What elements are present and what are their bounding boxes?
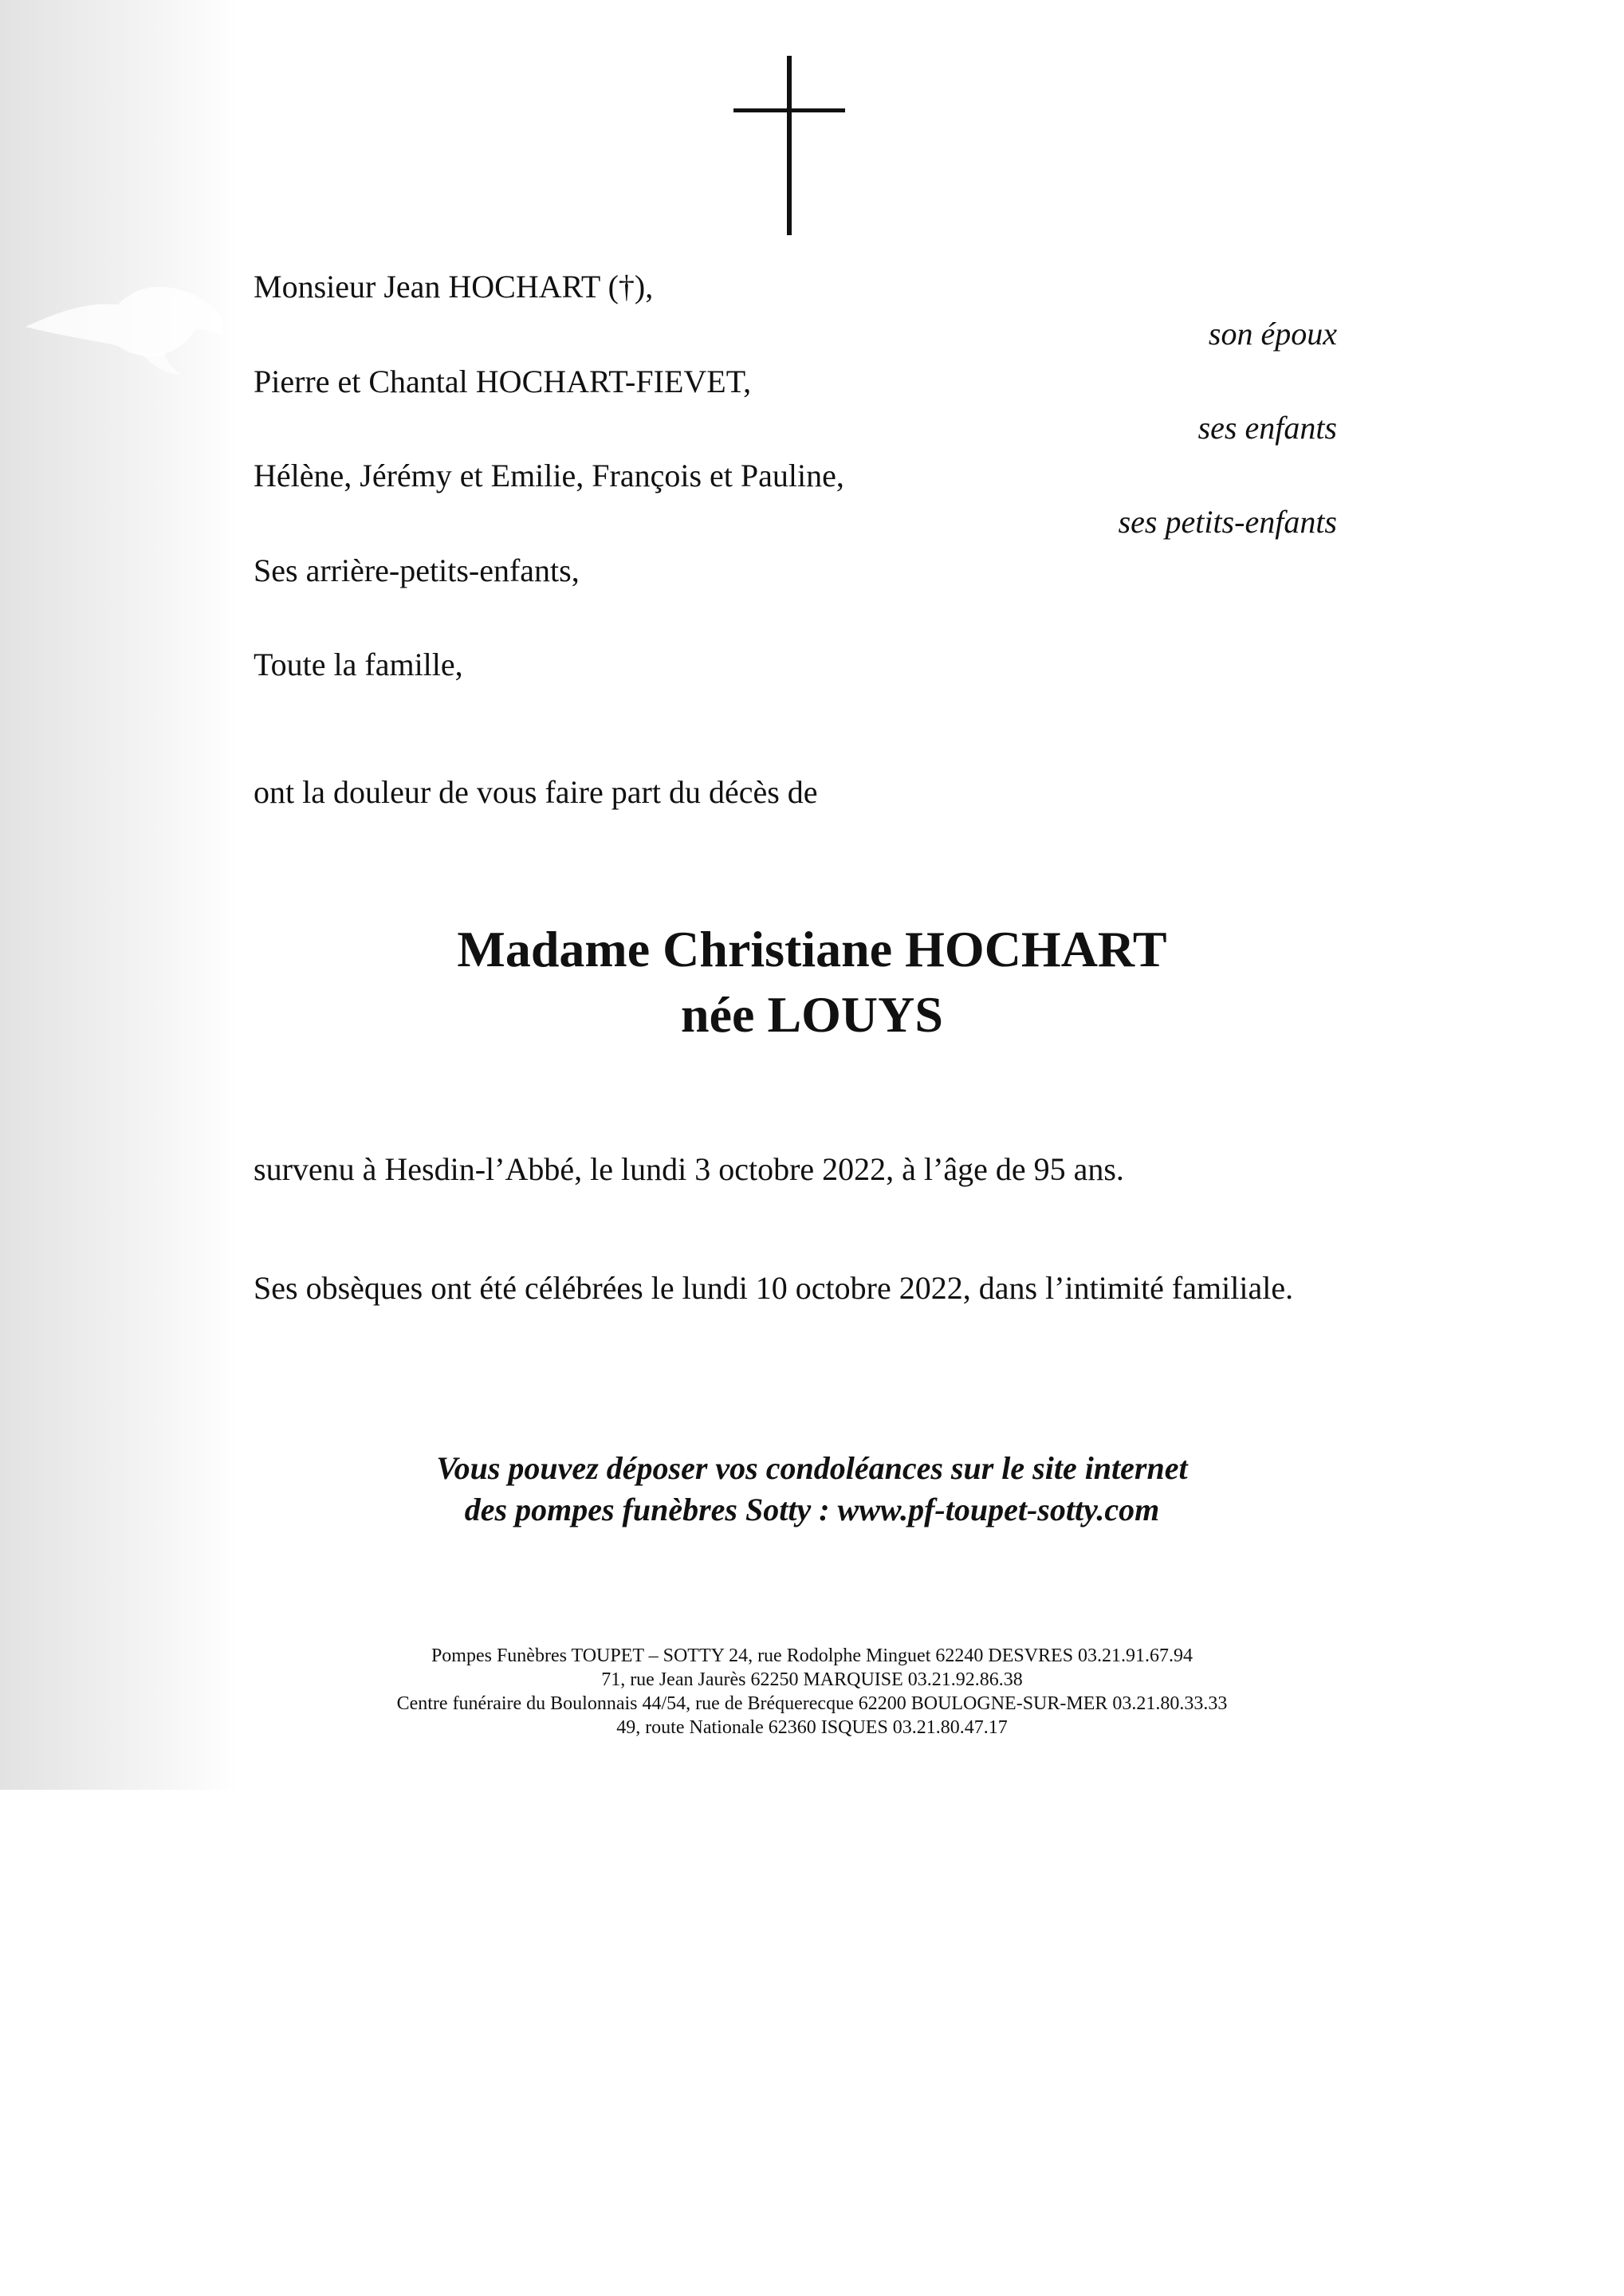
condolences-line-2: des pompes funèbres Sotty : www.pf-toupet-sotty.com: [464, 1492, 1160, 1527]
family-role-spouse: son époux: [1208, 316, 1337, 352]
footer-line-1: Pompes Funèbres TOUPET – SOTTY 24, rue Rodolphe Minguet 62240 DESVRES 03.21.91.67.94: [431, 1645, 1193, 1666]
family-role-grandchildren: ses petits-enfants: [1118, 504, 1337, 540]
announcement-text: ont la douleur de vous faire part du décès de: [254, 774, 818, 810]
family-role-children: ses enfants: [1197, 410, 1337, 446]
family-member-children: Pierre et Chantal HOCHART-FIEVET,: [254, 364, 752, 399]
funeral-details: Ses obsèques ont été célébrées le lundi 10 octobre 2022, dans l’intimité familiale.: [254, 1270, 1294, 1306]
death-details: survenu à Hesdin-l’Abbé, le lundi 3 octobre 2022, à l’âge de 95 ans.: [254, 1151, 1124, 1187]
footer-line-4: 49, route Nationale 62360 ISQUES 03.21.80.47.17: [616, 1717, 1008, 1738]
family-member-whole-family: Toute la famille,: [254, 647, 463, 682]
deceased-name: Madame Christiane HOCHART: [457, 921, 1167, 977]
deceased-maiden-name: née LOUYS: [681, 986, 943, 1043]
family-member-great-grandchildren: Ses arrière-petits-enfants,: [254, 552, 580, 588]
family-member-spouse: Monsieur Jean HOCHART (†),: [254, 269, 654, 305]
cross-icon: [733, 56, 845, 235]
condolences-line-1: Vous pouvez déposer vos condoléances sur le site internet: [436, 1450, 1188, 1486]
family-member-grandchildren: Hélène, Jérémy et Emilie, François et Pauline,: [254, 458, 844, 493]
footer-line-3: Centre funéraire du Boulonnais 44/54, rue de Bréquerecque 62200 BOULOGNE-SUR-MER 03.21.80.33.33: [396, 1693, 1228, 1714]
footer-line-2: 71, rue Jean Jaurès 62250 MARQUISE 03.21.92.86.38: [601, 1669, 1023, 1690]
dove-watermark-icon: [24, 263, 231, 399]
